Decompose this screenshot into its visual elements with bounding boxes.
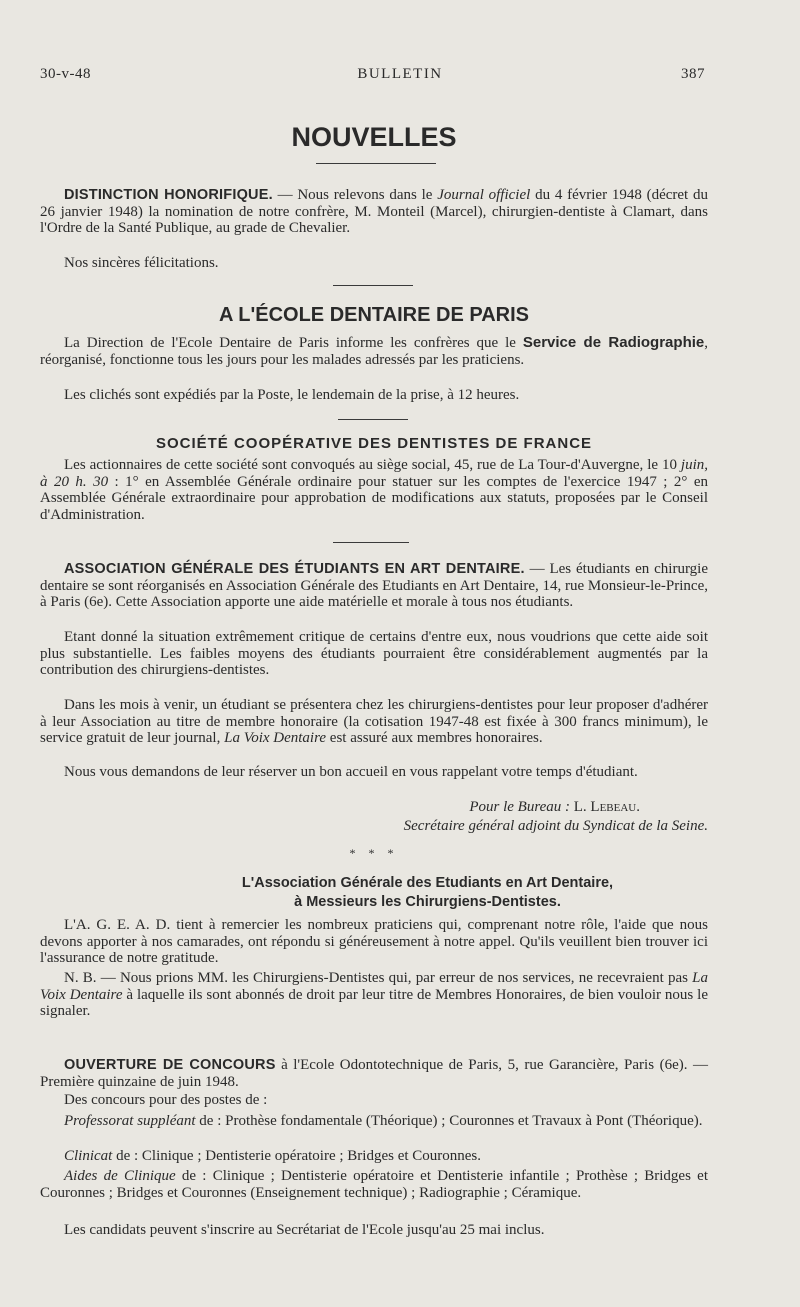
service-radiographie: Service de Radiographie [522,334,705,351]
header-journal: BULLETIN [357,66,443,82]
signature-title: Secrétaire général adjoint du Syndicat de la Seine. [403,818,708,834]
association-paragraph-4: Nous vous demandons de leur réserver un bon accueil en vous rappelant votre temps d'étudiant. [64,764,638,780]
letter-paragraph-1: L'A. G. E. A. D. tient à remercier les nombreux praticiens qui, comprenant notre rôle, l'aide que nous devons apporter à nos camarades, ont répondu si généreusement à notre appel. Qu'ils veuillent bien trouver ici l'assurance de notre gratitude. [40,917,708,967]
distinction-lead: DISTINCTION HONORIFIQUE. [64,187,273,203]
title-rule [316,163,436,164]
distinction-congrats: Nos sincères félicitations. [64,255,219,271]
aides-label: Aides de Clinique [64,1168,176,1184]
societe-paragraph: Les actionnaires de cette société sont convoqués au siège social, 45, rue de La Tour-d'Auvergne, le 10 juin, à 20 h. 30 : 1° en Assemblée Générale ordinaire pour statuer sur les comptes de l'exercice 1947 ; 2° en Assemblée Générale extraordinaire pour approbation de modifications aux statuts, proposées par le Conseil d'Administration. [40,457,709,523]
signature-name: L. Lebeau. [573,799,640,815]
professorat-label: Professorat suppléant [64,1113,196,1129]
concours-postes: Des concours pour des postes de : [64,1092,268,1108]
section-rule [333,285,413,286]
journal-officiel-ref: Journal officiel [437,187,531,203]
association-paragraph-2: Etant donné la situation extrêmement critique de certains d'entre eux, nous voudrions que cette aide soit plus substantielle. Les faibles moyens des étudiants pourraient être considérablement augmentés par la contribution des chirurgiens-dentistes. [40,629,708,679]
association-lead: ASSOCIATION GÉNÉRALE DES ÉTUDIANTS EN ART DENTAIRE. [64,561,525,577]
letter-heading-1: L'Association Générale des Etudiants en Art Dentaire, [241,875,614,891]
association-paragraph-3: Dans les mois à venir, un étudiant se présentera chez les chirurgiens-dentistes pour leur proposer d'adhérer à leur Association au titre de membre honoraire (la cotisation 1947-48 est fixée à 300 francs minimum), le service gratuit de leur journal, La Voix Dentaire est assuré aux membres honoraires. [40,697,708,747]
assembly-date: juin, à 20 h. 30 [40,457,708,490]
letter-heading-2: à Messieurs les Chirurgiens-Dentistes. [294,894,561,910]
clinicat-label: Clinicat [64,1148,113,1164]
ecole-paragraph-2: Les clichés sont expédiés par la Poste, le lendemain de la prise, à 12 heures. [64,387,520,403]
distinction-paragraph: DISTINCTION HONORIFIQUE. — Nous relevons dans le Journal officiel du 4 février 1948 (décret du 26 janvier 1948) la nomination de notre confrère, M. Monteil (Marcel), chirurgien-dentiste à Clamart, dans l'Ordre de la Santé Publique, au grade de Chevalier. [40,187,708,237]
concours-final: Les candidats peuvent s'inscrire au Secrétariat de l'Ecole jusqu'au 25 mai inclus. [64,1222,545,1238]
voix-dentaire-ref: La Voix Dentaire [224,730,327,747]
concours-clinicat: Clinicat de : Clinique ; Dentisterie opératoire ; Bridges et Couronnes. [64,1148,482,1164]
concours-professorat: Professorat suppléant de : Prothèse fondamentale (Théorique) ; Couronnes et Travaux à Pont (Théorique). [64,1113,703,1129]
association-paragraph-1: ASSOCIATION GÉNÉRALE DES ÉTUDIANTS EN ART DENTAIRE. — Les étudiants en chirurgie dentaire se sont réorganisés en Association Générale des Etudiants en Art Dentaire, 14, rue Monsieur-le-Prince, à Paris (6e). Cette Association apporte une aide matérielle et morale à tous nos étudiants. [40,561,708,611]
concours-paragraph: OUVERTURE DE CONCOURS à l'Ecole Odontotechnique de Paris, 5, rue Garancière, Paris (6e). — Première quinzaine de juin 1948. [40,1057,708,1090]
section-rule [333,542,409,543]
letter-paragraph-2: N. B. — Nous prions MM. les Chirurgiens-Dentistes qui, par erreur de nos services, ne recevraient pas La Voix Dentaire à laquelle ils sont abonnés de droit par leur titre de Membres Honoraires, de bien vouloir nous le signaler. [40,970,708,1020]
ecole-paragraph-1: La Direction de l'Ecole Dentaire de Paris informe les confrères que le Service de Radiographie, réorganisé, fonctionne tous les jours pour les malades adressés par les praticiens. [40,334,708,368]
voix-dentaire-ref: La Voix Dentaire [40,970,708,1003]
ecole-heading: A L'ÉCOLE DENTAIRE DE PARIS [219,304,529,326]
header-page-number: 387 [681,66,705,82]
concours-aides: Aides de Clinique de : Clinique ; Dentisterie opératoire et Dentisterie infantile ; Prothèse ; Bridges et Couronnes ; Bridges et Couronnes (Enseignement technique) ; Radiographie ; Céramique. [40,1168,709,1201]
page-title: NOUVELLES [291,122,457,152]
header-date: 30-v-48 [40,66,91,82]
asterism-separator: * * * [349,846,399,860]
section-rule [338,419,408,420]
signature-bureau: Pour le Bureau : L. Lebeau. [469,799,640,815]
societe-heading: SOCIÉTÉ COOPÉRATIVE DES DENTISTES DE FRANCE [155,435,593,452]
concours-lead: OUVERTURE DE CONCOURS [64,1057,276,1073]
